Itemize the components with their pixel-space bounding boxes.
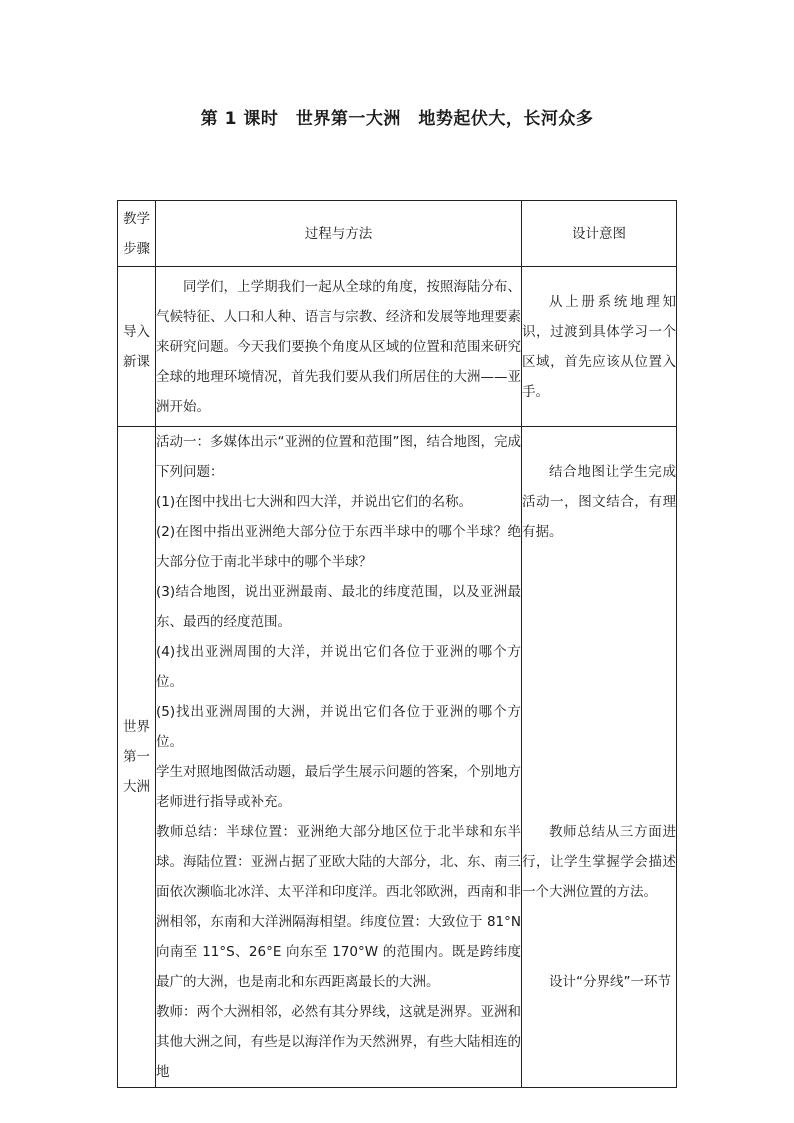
lesson-plan-table bbox=[117, 200, 677, 1088]
continent-step-line1: 世界 bbox=[123, 719, 150, 735]
continent-design-text-1: 结合地图让学生完成活动一，图文结合，有理有据。 bbox=[522, 464, 676, 540]
table-row-continent bbox=[118, 427, 677, 1088]
intro-step-line2: 新课 bbox=[123, 353, 150, 370]
process-line-q1: (1)在图中找出七大洲和四大洋，并说出它们的名称。 bbox=[156, 494, 473, 510]
process-line-activity: 活动一：多媒体出示“亚洲的位置和范围”图，结合地图，完成下列问题： bbox=[156, 434, 521, 480]
intro-process-cell bbox=[156, 267, 522, 427]
intro-step-cell bbox=[118, 267, 156, 427]
continent-design-cell bbox=[522, 427, 677, 1088]
page-title: 第 1 课时 世界第一大洲 地势起伏大，长河众多 bbox=[200, 109, 594, 129]
continent-step-cell bbox=[118, 427, 156, 1088]
continent-design-text-2: 教师总结从三方面进行，让学生掌握学会描述一个大洲位置的方法。 bbox=[522, 824, 676, 900]
process-line-q2: (2)在图中指出亚洲绝大部分位于东西半球中的哪个半球？绝大部分位于南北半球中的哪个半球？ bbox=[156, 524, 521, 570]
header-design-cell: 设计意图 bbox=[522, 201, 677, 267]
table-header-row bbox=[118, 201, 677, 267]
process-line-q5: (5)找出亚洲周围的大洲，并说出它们各位于亚洲的哪个方位。 bbox=[156, 704, 521, 750]
header-process-cell: 过程与方法 bbox=[156, 201, 522, 267]
intro-process-text: 同学们，上学期我们一起从全球的角度，按照海陆分布、气候特征、人口和人种、语言与宗教、经济和发展等地理要素来研究问题。今天我们要换个角度从区域的位置和范围来研究全球的地理环境情况，首先我们要从我们所居住的大洲——亚洲开始。 bbox=[156, 278, 521, 415]
continent-step-line2: 第一 bbox=[123, 749, 150, 765]
process-line-q3: (3)结合地图，说出亚洲最南、最北的纬度范围，以及亚洲最东、最西的经度范围。 bbox=[156, 584, 521, 630]
table-row-intro bbox=[118, 267, 677, 427]
continent-step-line3: 大洲 bbox=[123, 779, 150, 795]
continent-process-cell bbox=[156, 427, 522, 1088]
intro-step-line1: 导入 bbox=[123, 323, 150, 340]
header-step-cell bbox=[118, 201, 156, 267]
header-step-line1: 教学 bbox=[123, 210, 150, 227]
continent-design-text-3: 设计“分界线”一环节 bbox=[549, 974, 671, 990]
header-step-line2: 步骤 bbox=[123, 240, 150, 257]
process-line-student: 学生对照地图做活动题，最后学生展示问题的答案，个别地方老师进行指导或补充。 bbox=[156, 764, 521, 810]
process-line-teacher-summary: 教师总结：半球位置：亚洲绝大部分地区位于北半球和东半球。海陆位置：亚洲占据了亚欧大陆的大部分，北、东、南三面依次濒临北冰洋、太平洋和印度洋。西北邻欧洲，西南和非洲相邻，东南和大洋洲隔海相望。纬度位置：大致位于 81°N 向南至 11°S、26°E 向东至 170°W 的范围内。既是跨纬度最广的大洲，也是南北和东西距离最长的大洲。 bbox=[156, 824, 521, 990]
process-line-teacher-boundary: 教师：两个大洲相邻，必然有其分界线，这就是洲界。亚洲和其他大洲之间，有些是以海洋作为天然洲界，有些大陆相连的地 bbox=[156, 1004, 521, 1080]
process-line-q4: (4)找出亚洲周围的大洋，并说出它们各位于亚洲的哪个方位。 bbox=[156, 644, 521, 690]
intro-design-text: 从上册系统地理知识，过渡到具体学习一个区域，首先应该从位置入手。 bbox=[522, 293, 676, 400]
intro-design-cell bbox=[522, 267, 677, 427]
